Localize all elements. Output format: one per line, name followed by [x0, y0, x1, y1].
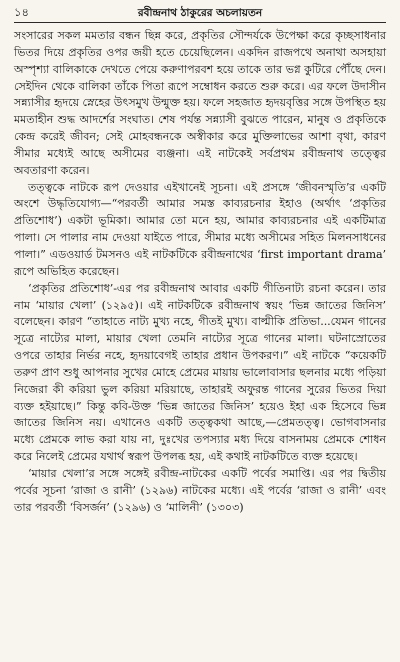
page-header — [14, 4, 386, 23]
page-number: ১৪ — [14, 5, 29, 19]
paragraph-4: ‘মায়ার খেলা’র সঙ্গে সঙ্গেই রবীন্দ্র-নাটকের একটি পর্বের সমাপ্তি। এর পর দ্বিতীয় পর্বের সূচনা ‘রাজা ও রানী’ (১২৯৬) নাটকের মধ্যে। এই পর্বের ‘রাজা ও রানী’ এবং তার পরবর্তী ‘বিসর্জন’ (১২৯৬) ও ‘মালিনী’ (১৩০৩) — [14, 466, 386, 514]
paragraph-3: ‘প্রকৃতির প্রতিশোধ’-এর পর রবীন্দ্রনাথ আবার একটি গীতিনাট্য রচনা করেন। তার নাম ‘মায়ার খেলা’ (১২৯৫)। এই নাটকটিকে রবীন্দ্রনাথ স্বয়ং ‘ভিন্ন জাতের জিনিস’ বলেছেন। কারণ “তাহাতে নাট্য মুখ্য নহে, গীতই মুখ্য। বাল্মীকি প্রতিভা...যেমন গানের সূত্রে নাট্যের মালা, মায়ার খেলা তেমনি নাট্যের সূত্রে গানের মালা। ঘটনাস্রোতের ওপরে তাহার নির্ভর নহে, হৃদয়াবেগই তাহার প্রধান উপকরণ।” এই নাটকে “কয়েকটি তরুণ প্রাণ শুধু আপনার সুখের মোহে প্রেমের মায়ায় ভালোবাসার ছলনার মধ্যে পড়িয়া নিজেরা কী করিয়া ভুল করিয়া মরিয়াছে, তাহারই অফুরন্ত গানের সুরের ভিতর দিয়া ব্যক্ত হইয়াছে।” কিন্তু কবি-উক্ত ‘ভিন্ন জাতের জিনিস’ হয়েও ইহা এক হিসেবে ভিন্ন জাতের জিনিস নয়। এখানেও একটি তত্ত্বকথা আছে,—প্রেমতত্ত্ব। ভোগবাসনার মধ্যে প্রেমকে লাভ করা যায় না, দুঃখের তপস্যার মধ্য দিয়ে বাসনাময় প্রেমকে শোধন করে নিলেই প্রেমের যথার্থ স্বরূপ উপলব্ধ হয়, এই কথাই নাটকটিতে ব্যক্ত হয়েছে। — [14, 281, 386, 464]
running-title: রবীন্দ্রনাথ ঠাকুরের অচলায়তন — [137, 7, 263, 19]
paragraph-2: তত্ত্বকে নাটকে রূপ দেওয়ার এইখানেই সূচনা। এই প্রসঙ্গে ‘জীবনস্মৃতি’র একটি অংশে উদ্ধৃতিযোগ্য—“পরবর্তী আমার সমস্ত কাব্যরচনার ইহাও (অর্থাৎ ‘প্রকৃতির প্রতিশোধ’) একটা ভূমিকা। আমার তো মনে হয়, আমার কাব্যরচনার এই একটিমাত্র পালা। সে পালার নাম দেওয়া যাইতে পারে, সীমার মধ্যে অসীমের সহিত মিলনসাধনের পালা।” এডওয়ার্ড টমসনও এই নাটকটিকে রবীন্দ্রনাথের ‘first important drama’ রূপে অভিহিত করেছেন। — [14, 180, 386, 278]
body-text — [14, 28, 386, 516]
paragraph-1: সংসারের সকল মমতার বন্ধন ছিন্ন করে, প্রকৃতির সৌন্দর্যকে উপেক্ষা করে কৃচ্ছসাধনার ভিতর দিয়ে প্রকৃতির ওপর জয়ী হতে চেয়েছিলেন। একদিন রাজপথে অনাথা অসহায়া অস্পৃশ্যা বালিকাকে দেখতে পেয়ে করুণাপরবশ হয়ে তাকে তার ভগ্ন কুটিরে পৌঁছে দেন। সেইদিন থেকে বালিকা তাঁকে পিতা রূপে সম্বোধন করতে শুরু করে। এর ফলে উদাসীন সন্ন্যাসীর হৃদয়ে স্নেহের উৎসমুখ উন্মুক্ত হয়। ফলে সহজাত হৃদয়বৃত্তির সঙ্গে উপস্থিত হয় মমতাহীন শুদ্ধ আদর্শের সংঘাত। শেষ পর্যন্ত সন্ন্যাসী বুঝতে পারেন, মানুষ ও প্রকৃতিকে কেন্দ্র করেই জীবন; সেই মোহবন্ধনকে অস্বীকার করে মুক্তিলাভের আশা বৃথা, কারণ সীমার মধ্যেই আছে অসীমের ব্যঞ্জনা। এই নাটকেই সর্বপ্রথম রবীন্দ্রনাথ তত্ত্বের অবতারণা করেন। — [14, 29, 386, 177]
